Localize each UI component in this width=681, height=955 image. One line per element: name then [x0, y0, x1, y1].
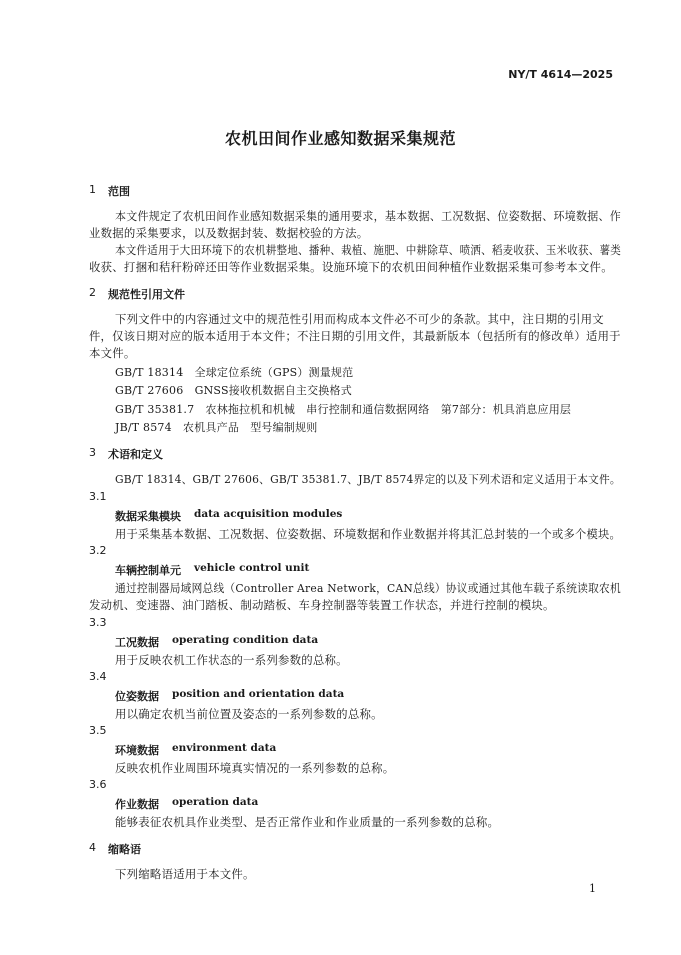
normative-reference-item: GB/T 27606 GNSS接收机数据自主交换格式	[115, 384, 352, 397]
section-3-intro: GB/T 18314、GB/T 27606、GB/T 35381.7、JB/T 8574界定的以及下列术语和定义适用于本文件。	[115, 473, 621, 486]
section-2-paragraph-line: 下列文件中的内容通过文中的规范性引用而构成本文件必不可少的条款。其中，注日期的引用文	[115, 312, 604, 326]
normative-reference-item: JB/T 8574 农机具产品 型号编制规则	[115, 421, 318, 434]
term-number: 3.4	[89, 670, 107, 683]
section-4-title: 缩略语	[108, 843, 141, 856]
normative-reference-item: GB/T 35381.7 农林拖拉机和机械 串行控制和通信数据网络 第7部分：机具消息应用层	[115, 403, 572, 416]
page-number: 1	[589, 882, 596, 895]
section-2-paragraph-line: 件，仅该日期对应的版本适用于本文件；不注日期的引用文件，其最新版本（包括所有的修改单）适用于	[89, 329, 621, 343]
term-number: 3.5	[89, 724, 107, 737]
term-definition-line: 用以确定农机当前位置及姿态的一系列参数的总称。	[115, 707, 383, 721]
term-definition-line: 反映农机作业周围环境真实情况的一系列参数的总称。	[115, 761, 395, 775]
term-definition-line: 用于采集基本数据、工况数据、位姿数据、环境数据和作业数据并将其汇总封装的一个或多个模块。	[115, 527, 622, 541]
term-definition-line: 通过控制器局域网总线（Controller Area Network，CAN总线）协议或通过其他车载子系统读取农机	[115, 581, 621, 595]
term-number: 3.1	[89, 490, 107, 503]
term-english: data acquisition modules	[194, 508, 343, 520]
term-english: vehicle control unit	[194, 562, 310, 574]
term-english: operation data	[172, 796, 259, 808]
section-4-paragraph-line: 下列缩略语适用于本文件。	[115, 867, 255, 881]
term-chinese: 工况数据	[115, 636, 159, 649]
term-chinese: 数据采集模块	[115, 510, 181, 523]
term-chinese: 环境数据	[115, 744, 159, 757]
term-chinese: 车辆控制单元	[115, 564, 181, 577]
section-1-paragraph-line: 本文件规定了农机田间作业感知数据采集的通用要求，基本数据、工况数据、位姿数据、环境数据、作	[115, 209, 622, 223]
section-4-number: 4	[89, 841, 96, 854]
section-3-title: 术语和定义	[108, 448, 163, 461]
section-1-paragraph-line: 收获、打捆和秸秆粉碎还田等作业数据采集。设施环境下的农机田间种植作业数据采集可参考本文件。	[89, 260, 613, 274]
term-chinese: 作业数据	[115, 798, 159, 811]
term-english: operating condition data	[172, 634, 319, 646]
section-1-paragraph-line: 本文件适用于大田环境下的农机耕整地、播种、栽植、施肥、中耕除草、喷洒、稻麦收获、玉米收获、薯类	[115, 243, 622, 257]
section-2-number: 2	[89, 286, 96, 299]
normative-reference-item: GB/T 18314 全球定位系统（GPS）测量规范	[115, 366, 354, 379]
document-title: 农机田间作业感知数据采集规范	[224, 129, 456, 148]
section-1-paragraph-line: 业数据的采集要求，以及数据封装、数据校验的方法。	[89, 226, 369, 240]
section-3-number: 3	[89, 446, 96, 459]
section-1-title: 范围	[108, 185, 130, 198]
term-english: environment data	[172, 742, 277, 754]
term-number: 3.3	[89, 616, 107, 629]
section-2-paragraph-line: 本文件。	[89, 346, 136, 360]
term-number: 3.2	[89, 544, 107, 557]
term-definition-line: 能够表征农机具作业类型、是否正常作业和作业质量的一系列参数的总称。	[115, 815, 500, 829]
standard-code: NY/T 4614—2025	[508, 68, 613, 81]
term-definition-line: 发动机、变速器、油门踏板、制动踏板、车身控制器等装置工作状态，并进行控制的模块。	[89, 598, 555, 612]
term-number: 3.6	[89, 778, 107, 791]
section-1-number: 1	[89, 183, 96, 196]
term-chinese: 位姿数据	[115, 690, 159, 703]
section-2-title: 规范性引用文件	[108, 288, 185, 301]
term-definition-line: 用于反映农机工作状态的一系列参数的总称。	[115, 653, 348, 667]
term-english: position and orientation data	[172, 688, 345, 700]
